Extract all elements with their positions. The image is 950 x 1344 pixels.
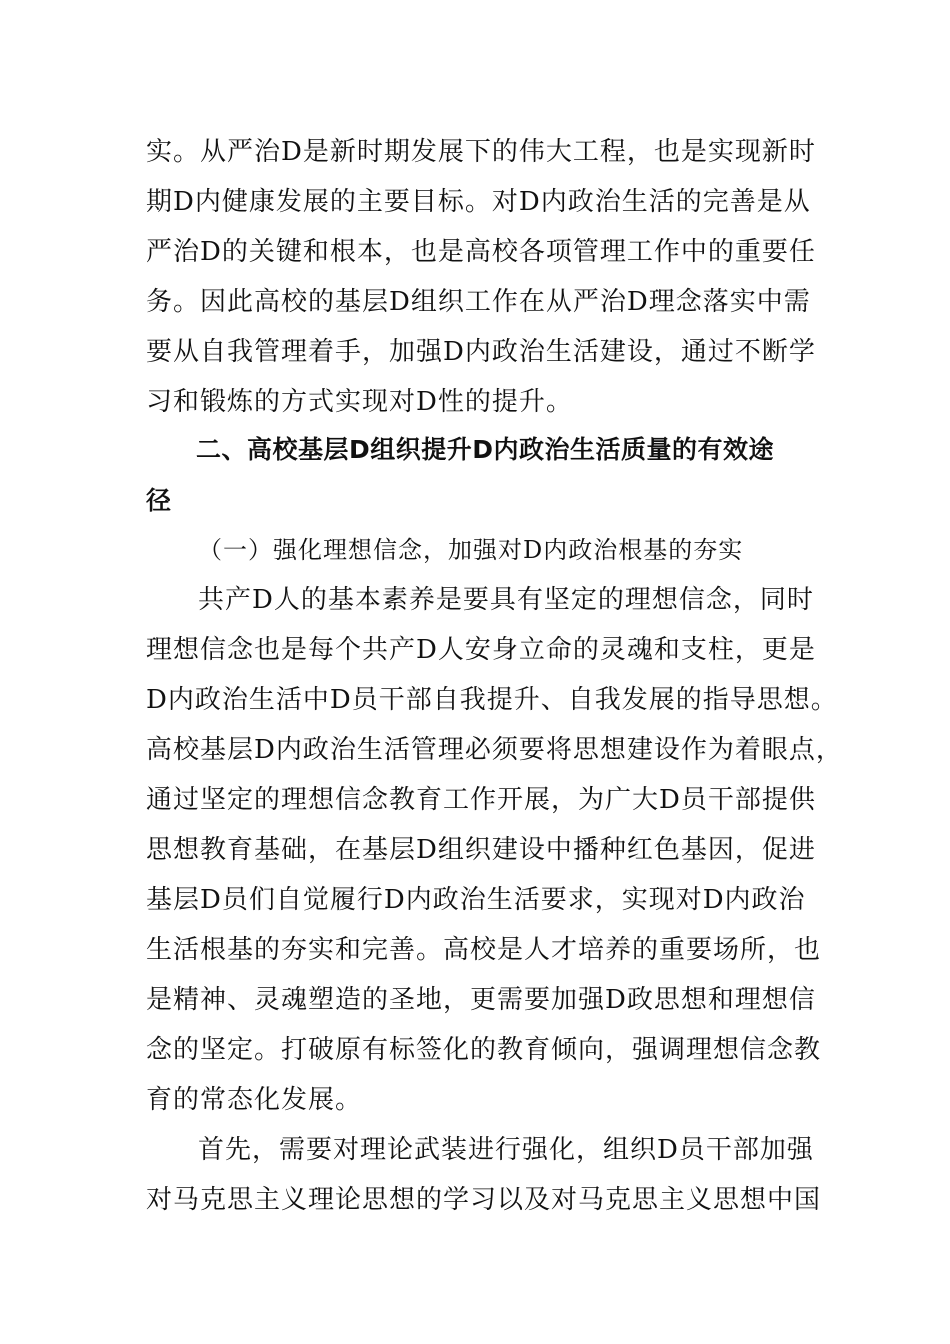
body-text-line: 对马克思主义理论思想的学习以及对马克思主义思想中国 (146, 1185, 822, 1215)
body-text-line: 严治D的关键和根本，也是高校各项管理工作中的重要任 (146, 237, 816, 267)
body-text-line: 育的常态化发展。 (146, 1085, 363, 1115)
body-text-line: 要从自我管理着手，加强D内政治生活建设，通过不断学 (146, 337, 816, 367)
body-text-line: 理想信念也是每个共产D人安身立命的灵魂和支柱，更是 (146, 635, 816, 665)
section-heading-continuation: 径 (146, 486, 172, 515)
body-text-line: 基层D员们自觉履行D内政治生活要求，实现对D内政治 (146, 885, 806, 915)
body-text-line: 生活根基的夯实和完善。高校是人才培养的重要场所，也 (146, 935, 822, 965)
body-text-line: 期D内健康发展的主要目标。对D内政治生活的完善是从 (146, 187, 811, 217)
subsection-heading: （一）强化理想信念，加强对D内政治根基的夯实 (198, 536, 744, 564)
body-text-line: 共产D人的基本素养是要具有坚定的理想信念，同时 (198, 585, 814, 615)
body-text-line: 念的坚定。打破原有标签化的教育倾向，强调理想信念教 (146, 1035, 822, 1065)
body-text-line: 是精神、灵魂塑造的圣地，更需要加强D政思想和理想信 (146, 985, 816, 1015)
body-text-line: 首先，需要对理论武装进行强化，组织D员干部加强 (198, 1135, 814, 1165)
body-text-line: 务。因此高校的基层D组织工作在从严治D理念落实中需 (146, 287, 811, 317)
body-text-line: 习和锻炼的方式实现对D性的提升。 (146, 387, 573, 417)
body-text-line: 实。从严治D是新时期发展下的伟大工程，也是实现新时 (146, 137, 816, 167)
body-text-line: 高校基层D内政治生活管理必须要将思想建设作为着眼点， (146, 735, 843, 765)
body-text-line: 思想教育基础，在基层D组织建设中播种红色基因，促进 (146, 835, 816, 865)
body-text-line: D内政治生活中D员干部自我提升、自我发展的指导思想。 (146, 685, 838, 715)
body-text-line: 通过坚定的理想信念教育工作开展，为广大D员干部提供 (146, 785, 816, 815)
section-heading: 二、高校基层D组织提升D内政治生活质量的有效途 (196, 435, 775, 464)
